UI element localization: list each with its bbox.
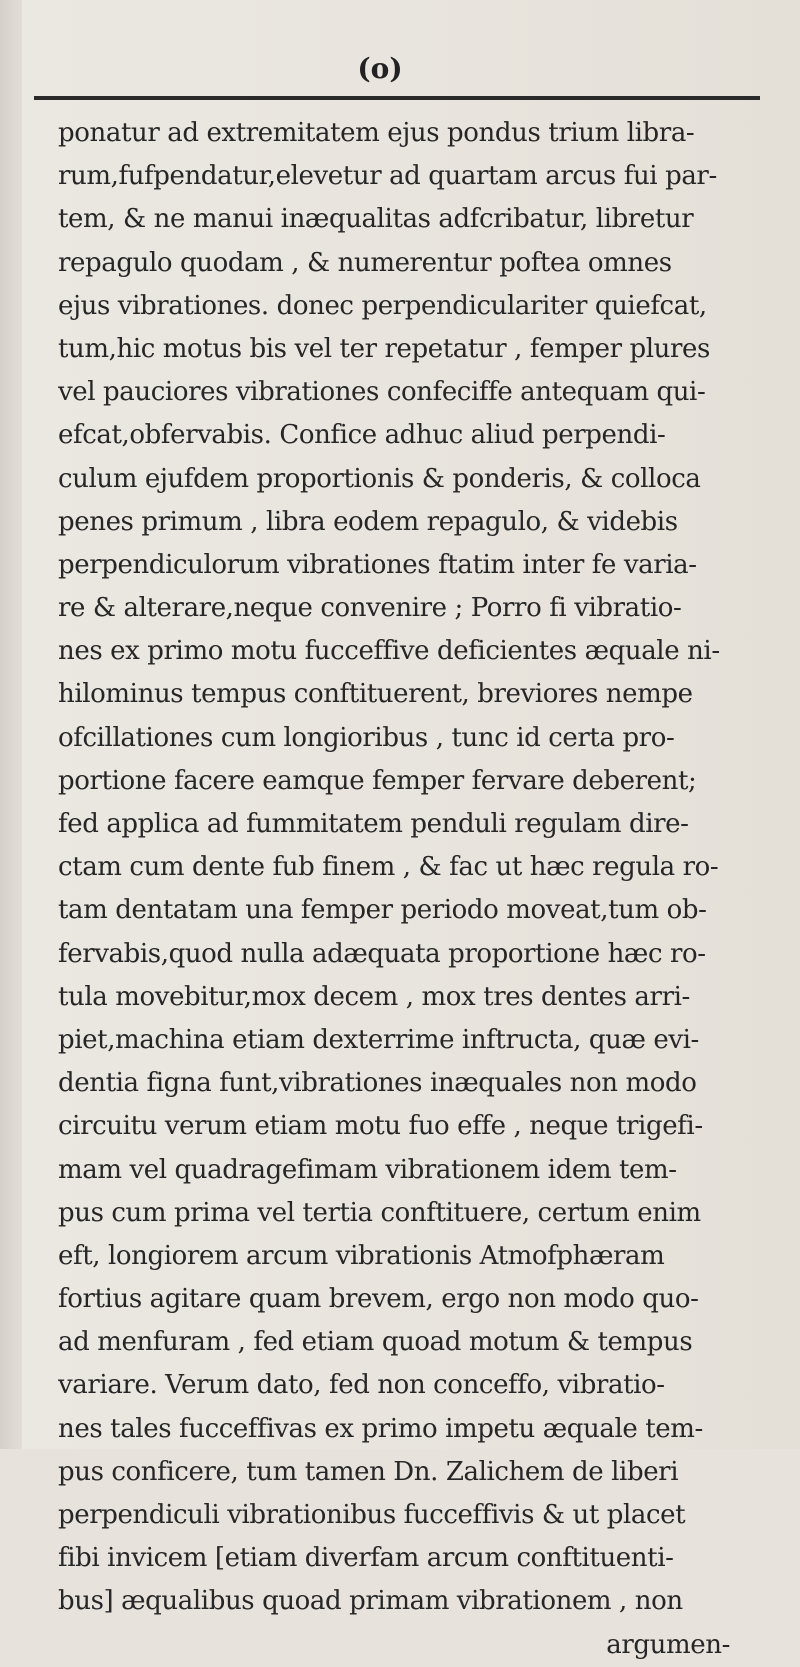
text-line: mam vel quadragefimam vibrationem idem tem- [58, 1154, 677, 1185]
text-line: perpendiculi vibrationibus fucceffivis & ut placet [58, 1500, 686, 1530]
text-line: eft, longiorem arcum vibrationis Atmofphæram [58, 1240, 665, 1271]
text-line: nes tales fucceffivas ex primo impetu æquale tem- [58, 1413, 703, 1444]
text-line: piet,machina etiam dexterrime inftructa, quæ evi- [58, 1024, 699, 1055]
text-line: tam dentatam una femper periodo moveat,tum ob- [58, 895, 707, 926]
text-line: tula movebitur,mox decem , mox tres dentes arri- [58, 981, 690, 1012]
text-line: efcat,obfervabis. Confice adhuc aliud perpendi- [58, 420, 666, 451]
text-line: ofcillationes cum longioribus , tunc id certa pro- [58, 722, 675, 753]
text-line: ad menfuram , fed etiam quoad motum & tempus [58, 1327, 693, 1358]
text-line: tem, & ne manui inæqualitas adfcribatur, libretur [58, 204, 694, 235]
header-rule [34, 96, 760, 100]
text-line: vel pauciores vibrationes confeciffe antequam qui- [58, 377, 706, 408]
text-line: tum,hic motus bis vel ter repetatur , femper plures [58, 333, 710, 364]
body-text [58, 112, 778, 1667]
text-line: variare. Verum dato, fed non conceffo, vibratio- [58, 1370, 665, 1401]
text-line: culum ejufdem proportionis & ponderis, & colloca [58, 463, 701, 494]
text-line: fed applica ad fummitatem penduli regulam dire- [58, 809, 689, 839]
text-line: pus conficere, tum tamen Dn. Zalichem de liberi [58, 1456, 679, 1487]
text-line: nes ex primo motu fucceffive deficientes æquale ni- [58, 636, 720, 667]
text-line: ctam cum dente fub finem , & fac ut hæc regula ro- [58, 852, 719, 883]
text-line: bus] æqualibus quoad primam vibrationem , non [58, 1586, 683, 1617]
text-line: hilominus tempus conftituerent, breviores nempe [58, 679, 693, 710]
text-line: repagulo quodam , & numerentur poftea omnes [58, 247, 672, 278]
text-line: perpendiculorum vibrationes ftatim inter fe varia- [58, 549, 697, 580]
catchword: argumen- [606, 1629, 730, 1660]
text-line: re & alterare,neque convenire ; Porro fi vibratio- [58, 593, 682, 624]
text-line: fervabis,quod nulla adæquata proportione hæc ro- [58, 938, 706, 969]
text-line: dentia figna funt,vibrationes inæquales non modo [58, 1068, 697, 1099]
text-line: ponatur ad extremitatem ejus pondus trium libra- [58, 118, 695, 148]
text-line: fibi invicem [etiam diverfam arcum conftituenti- [58, 1543, 674, 1574]
text-line: circuitu verum etiam motu fuo effe , neque trigefi- [58, 1111, 703, 1142]
text-line: rum,fufpendatur,elevetur ad quartam arcus fui par- [58, 161, 717, 192]
page-number: (o) [357, 52, 403, 85]
text-line: fortius agitare quam brevem, ergo non modo quo- [58, 1284, 699, 1315]
page-gutter-shadow [0, 0, 22, 1449]
text-line: penes primum , libra eodem repagulo, & videbis [58, 506, 678, 537]
text-line: pus cum prima vel tertia conftituere, certum enim [58, 1197, 701, 1228]
text-line: ejus vibrationes. donec perpendiculariter quiefcat, [58, 290, 707, 321]
text-line: portione facere eamque femper fervare deberent; [58, 765, 697, 796]
